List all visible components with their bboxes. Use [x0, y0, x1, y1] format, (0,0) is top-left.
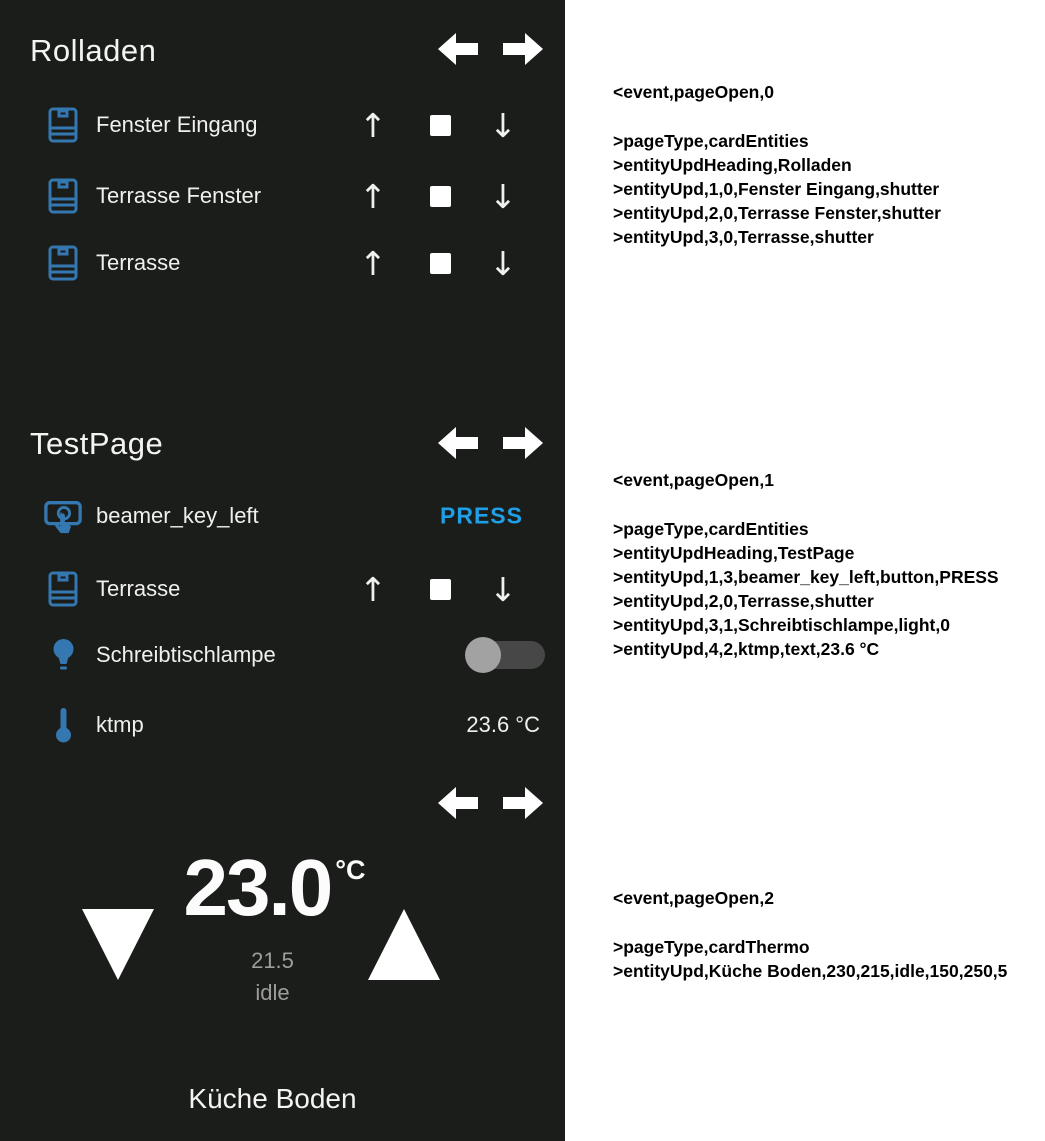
log-line: >entityUpd,1,0,Fenster Eingang,shutter [613, 179, 940, 199]
log-line: >pageType,cardThermo [613, 937, 810, 957]
log-block-page2 [613, 886, 1043, 983]
log-block-page1 [613, 468, 1043, 661]
arrow-up-icon: ↑ [359, 176, 387, 216]
page-title: TestPage [30, 426, 164, 461]
log-line: >pageType,cardEntities [613, 519, 809, 539]
log-line: <event,pageOpen,0 [613, 82, 774, 102]
entity-label: Fenster Eingang [96, 112, 258, 137]
entity-label: beamer_key_left [96, 503, 259, 528]
page-prev-button[interactable] [438, 786, 478, 820]
arrow-down-icon: ↓ [489, 176, 517, 216]
entity-label: ktmp [96, 712, 144, 737]
entity-label: Schreibtischlampe [96, 642, 276, 667]
entity-label: Terrasse [96, 576, 181, 601]
log-line: >entityUpd,1,3,beamer_key_left,button,PRESS [613, 567, 999, 587]
log-block-page0 [613, 80, 1043, 249]
arrow-up-icon: ↑ [359, 569, 387, 609]
arrow-up-icon: ↑ [359, 243, 387, 283]
temperature-unit: °C [335, 855, 366, 886]
page-title: Rolladen [30, 33, 157, 68]
arrow-up-icon: ↑ [359, 105, 387, 145]
log-line: >entityUpd,4,2,ktmp,text,23.6 °C [613, 639, 880, 659]
sensor-value: 23.6 °C [466, 712, 540, 737]
press-button[interactable]: PRESS [440, 502, 523, 529]
log-line: >pageType,cardEntities [613, 131, 809, 151]
log-line: >entityUpd,2,0,Terrasse Fenster,shutter [613, 203, 941, 223]
arrow-right-icon [503, 786, 543, 820]
entity-label: Terrasse [96, 250, 181, 275]
arrow-down-icon: ↓ [489, 243, 517, 283]
log-line: >entityUpd,3,1,Schreibtischlampe,light,0 [613, 615, 950, 635]
log-line: >entityUpd,3,0,Terrasse,shutter [613, 227, 874, 247]
thermostat-title: Küche Boden [188, 1083, 357, 1114]
log-line: >entityUpdHeading,TestPage [613, 543, 855, 563]
log-line: >entityUpd,2,0,Terrasse,shutter [613, 591, 874, 611]
page-next-button[interactable] [503, 786, 543, 820]
target-temperature: 21.5 [251, 948, 294, 973]
log-line: <event,pageOpen,2 [613, 888, 774, 908]
log-line: >entityUpd,Küche Boden,230,215,idle,150,250,5 [613, 961, 1008, 981]
arrow-left-icon [438, 786, 478, 820]
log-line: >entityUpdHeading,Rolladen [613, 155, 852, 175]
thermostat-state: idle [255, 980, 290, 1005]
entity-label: Terrasse Fenster [96, 183, 262, 208]
arrow-down-icon: ↓ [489, 569, 517, 609]
arrow-down-icon: ↓ [489, 105, 517, 145]
log-line: <event,pageOpen,1 [613, 470, 774, 490]
current-temperature-value: 23.0 [183, 843, 332, 932]
